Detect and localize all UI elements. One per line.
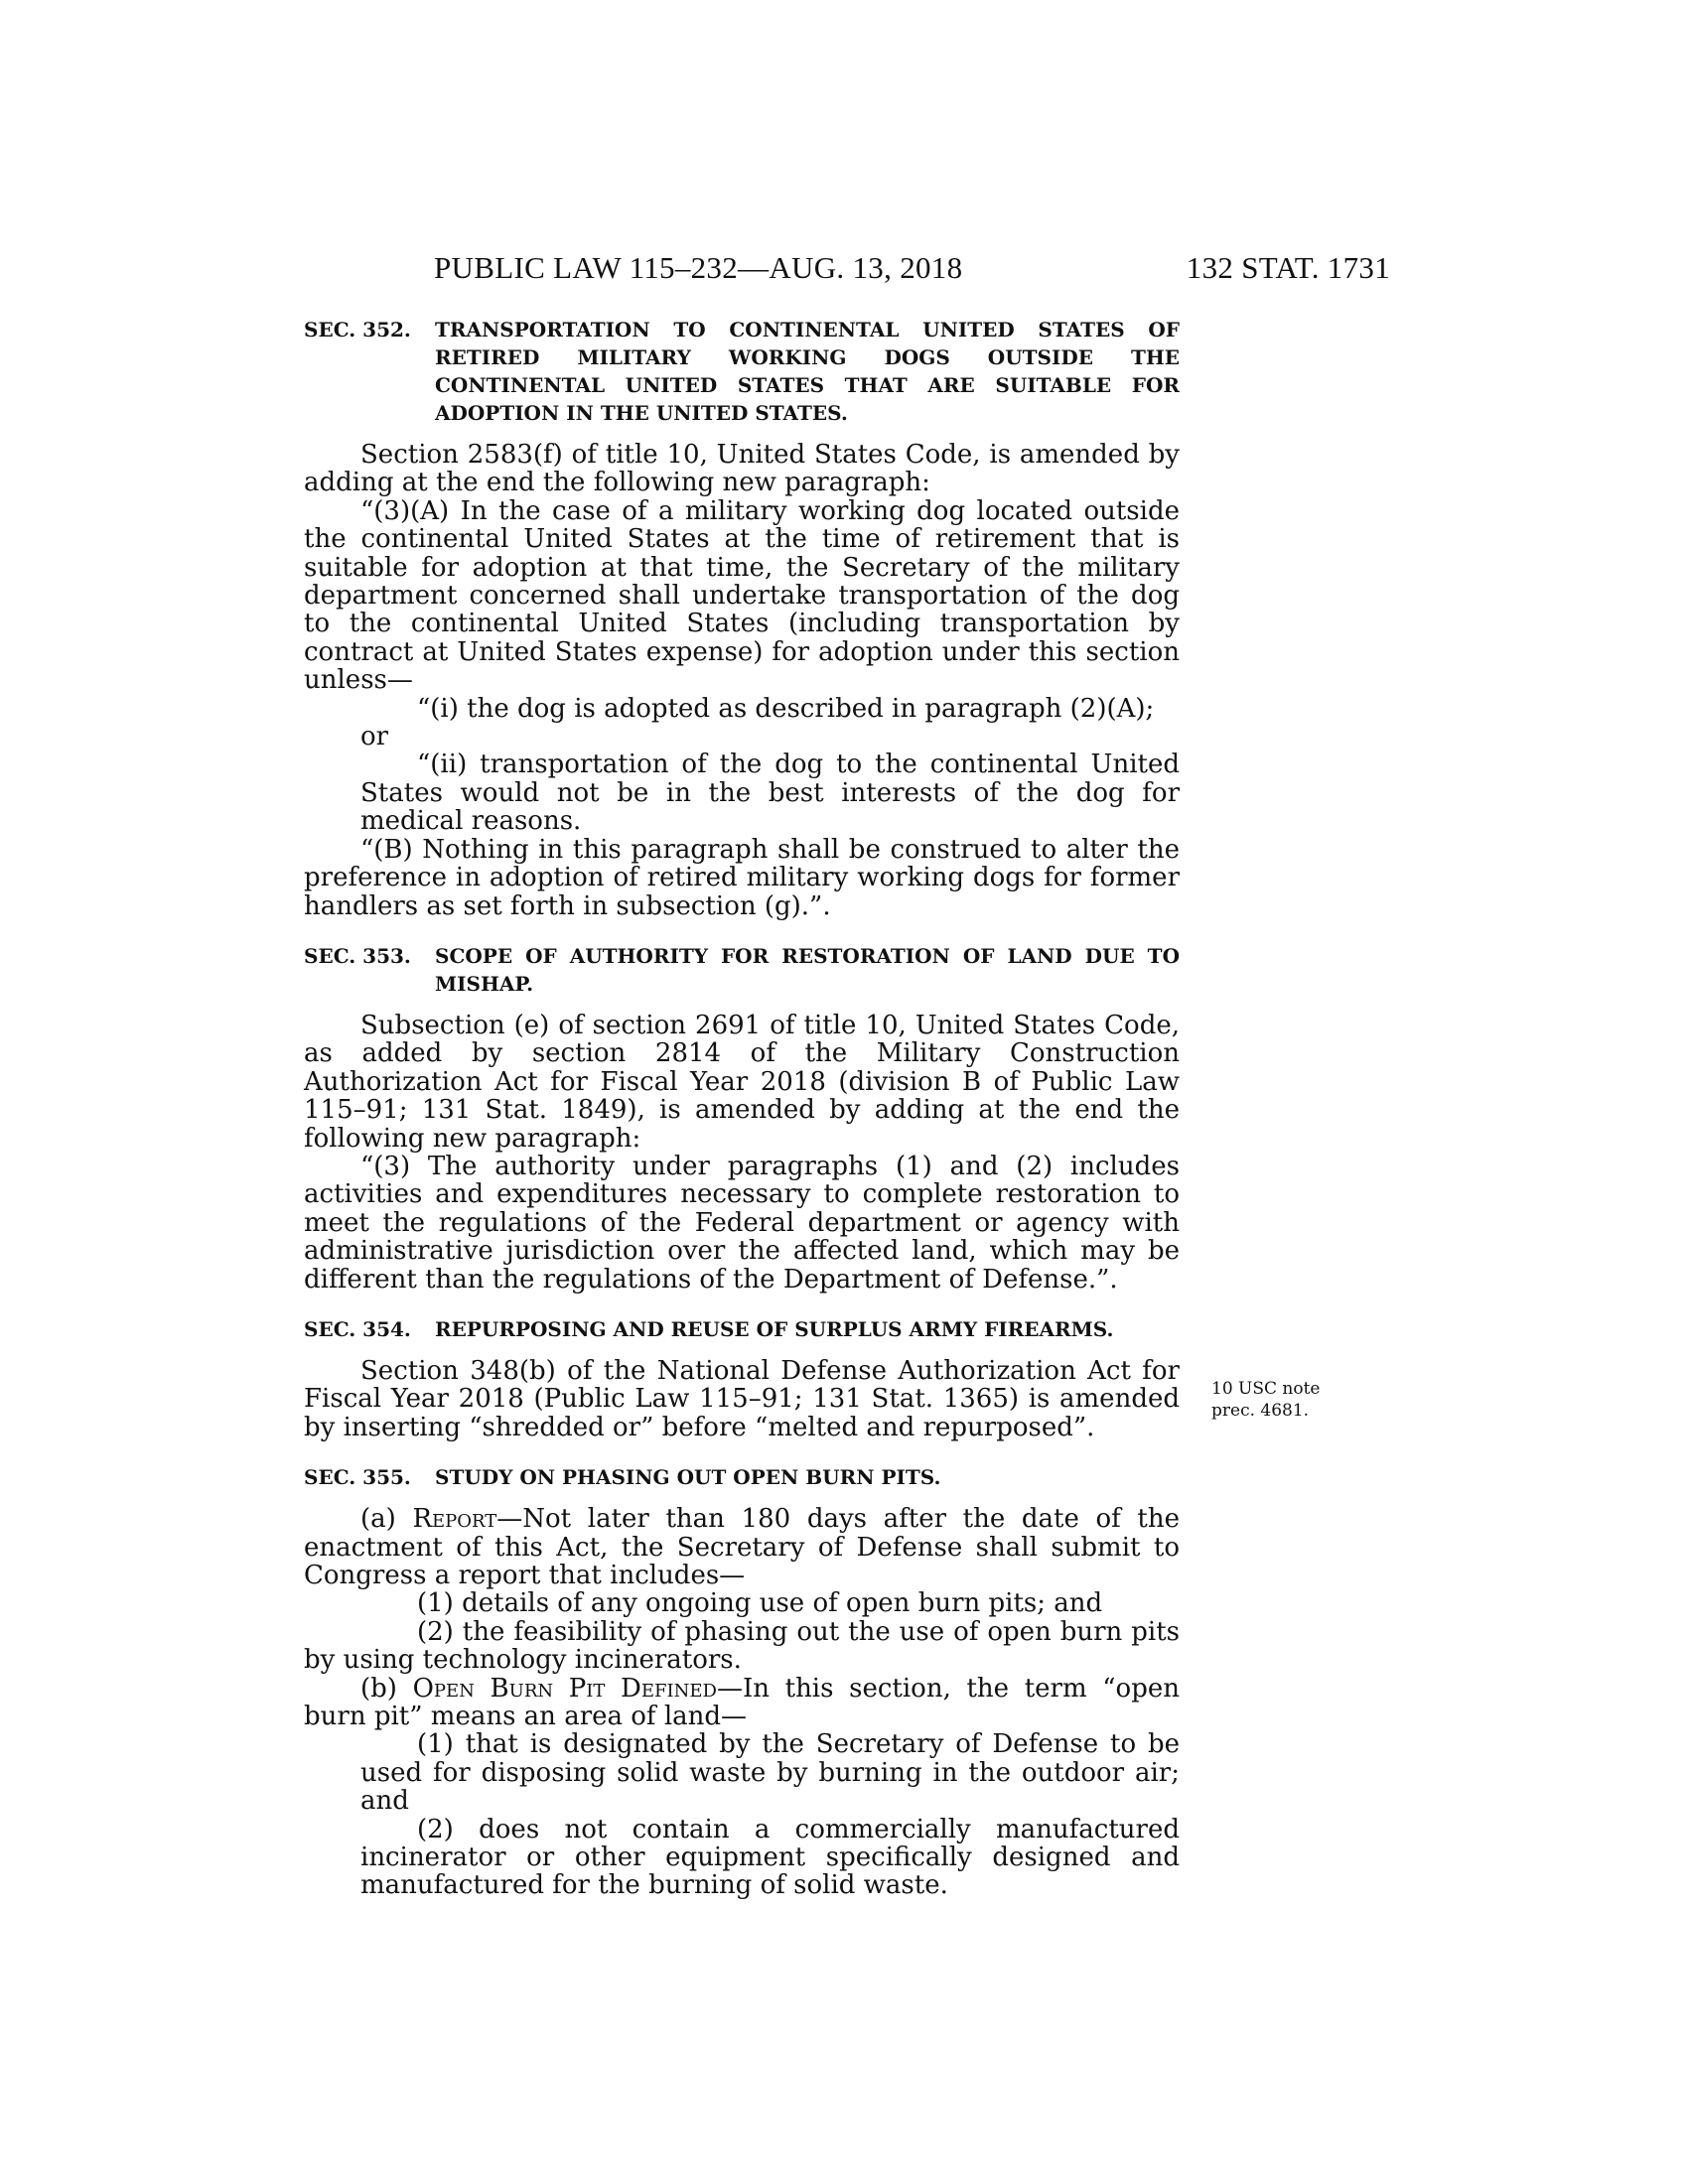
section-title: SCOPE OF AUTHORITY FOR RESTORATION OF LAND DUE TO MISHAP. (435, 943, 1180, 996)
section-352-quoted-paragraph: “(3)(A) In the case of a military working dog located outside the continental United States at the time of retirement that is suitable for adoption at that time, the Secretary of the military department concerned shall undertake transportation of the dog to the continental United States (including transportation by contract at United States expense) for adoption under this section unless— (304, 495, 1180, 696)
margin-note-line-1: 10 USC note (1211, 1379, 1321, 1399)
subsection-b-item-1: (1) that is designated by the Secretary of Defense to be used for disposing solid waste by burning in the outdoor air; and (360, 1729, 1180, 1817)
statute-page-number: 132 STAT. 1731 (1186, 250, 1390, 285)
clause-ii: “(ii) transportation of the dog to the continental United States would not be in the best interests of the dog for medical reasons. (360, 750, 1180, 837)
page-header (0, 250, 1688, 290)
section-title: REPURPOSING AND REUSE OF SURPLUS ARMY FIREARMS. (435, 1316, 1114, 1341)
section-353-heading (304, 942, 1180, 998)
section-355-heading (304, 1463, 1180, 1491)
subsection-a-heading: Report (412, 1504, 497, 1535)
margin-citation-note (1211, 1378, 1340, 1422)
subsection-b-item-2: (2) does not contain a commercially manufactured incinerator or other equipment specifically designed and manufactured for the burning of solid waste. (360, 1814, 1180, 1901)
section-number: SEC. 352. (304, 318, 411, 341)
subsection-b-label: (b) (360, 1673, 397, 1704)
section-352-heading (304, 316, 1180, 427)
subsection-b (304, 1675, 1180, 1731)
section-title: TRANSPORTATION TO CONTINENTAL UNITED STATES OF RETIRED MILITARY WORKING DOGS OUTSIDE THE CONTINENTAL UNITED STATES THAT ARE SUITABLE FOR ADOPTION IN THE UNITED STATES. (435, 318, 1180, 425)
clause-i: “(i) the dog is adopted as described in paragraph (2)(A); (417, 693, 1155, 724)
section-number: SEC. 354. (304, 1316, 411, 1341)
subsection-b-heading: Open Burn Pit Defined (412, 1673, 717, 1704)
subparagraph-b: “(B) Nothing in this paragraph shall be construed to alter the preference in adoption of retired military working dogs for former handlers as set forth in subsection (g).”. (304, 834, 1180, 921)
document-body (304, 316, 1180, 1900)
running-title: PUBLIC LAW 115–232—AUG. 13, 2018 (434, 250, 963, 285)
section-353-quoted-paragraph: “(3) The authority under paragraphs (1) and (2) includes activities and expenditures necessary to complete restoration to meet the regulations of the Federal department or agency with administrative jurisdiction over the affected land, which may be different than the regulations of the Department of Defense.”. (304, 1151, 1180, 1295)
clause-or: or (360, 722, 389, 752)
section-353-paragraph: Subsection (e) of section 2691 of title 10, United States Code, as added by section 2814 of the Military Construction Authorization Act for Fiscal Year 2018 (division B of Public Law 115–91; 131 Stat. 1849), is amended by adding at the end the following new paragraph: (304, 1010, 1180, 1154)
section-number: SEC. 355. (304, 1465, 411, 1490)
subsection-a-label: (a) (360, 1504, 396, 1535)
section-title: STUDY ON PHASING OUT OPEN BURN PITS. (435, 1465, 941, 1490)
section-352-paragraph: Section 2583(f) of title 10, United States Code, is amended by adding at the end the following new paragraph: (304, 440, 1180, 498)
subsection-a (304, 1505, 1180, 1589)
section-354-heading (304, 1315, 1180, 1343)
section-354-paragraph: Section 348(b) of the National Defense Authorization Act for Fiscal Year 2018 (Public Law 115–91; 131 Stat. 1365) is amended by inserting “shredded or” before “melted and repurposed”. (304, 1355, 1180, 1442)
subsection-a-item-2: (2) the feasibility of phasing out the use of open burn pits by using technology incinerators. (304, 1616, 1180, 1676)
margin-note-line-2: prec. 4681. (1211, 1401, 1310, 1421)
subsection-b-text: —In this section, the term “open burn pit” means an area of land— (304, 1673, 1180, 1732)
section-number: SEC. 353. (304, 943, 411, 968)
subsection-a-text: —Not later than 180 days after the date of the enactment of this Act, the Secretary of Defense shall submit to Congress a report that includes— (304, 1504, 1180, 1590)
subsection-a-item-1: (1) details of any ongoing use of open burn pits; and (417, 1588, 1103, 1619)
